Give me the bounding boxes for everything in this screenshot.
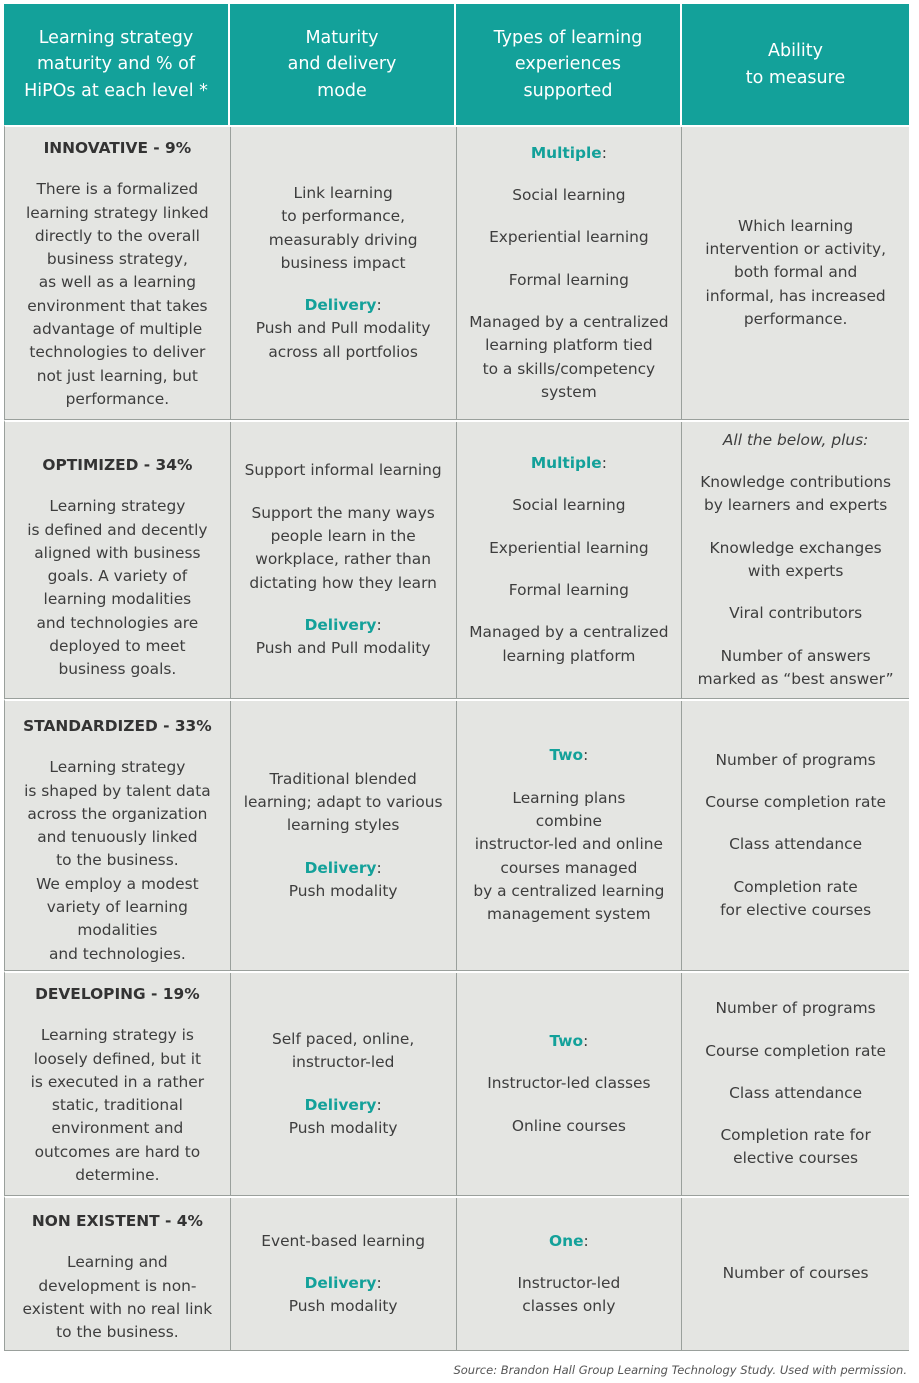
measure-item: Number of answers marked as “best answer” (697, 646, 894, 688)
maturity-cell (231, 701, 457, 970)
delivery-heading: Delivery: (304, 296, 382, 315)
delivery-label: Delivery (304, 615, 377, 634)
measure-cell (682, 422, 909, 698)
measure-cell (682, 701, 909, 970)
delivery-label: Delivery (304, 1095, 377, 1114)
strategy-cell (5, 973, 231, 1195)
level-title: DEVELOPING - 19% (35, 985, 200, 1003)
types-label: Multiple (530, 454, 602, 473)
maturity-cell (231, 127, 457, 419)
table-row (4, 420, 909, 699)
type-item: Managed by a centralized learning platform tied to a skills/competency system (469, 313, 669, 401)
strategy-cell (5, 127, 231, 419)
maturity-cell (231, 422, 457, 698)
type-item: Social learning (512, 496, 626, 515)
delivery-label: Delivery (304, 1273, 377, 1292)
maturity-cell (231, 973, 457, 1195)
measure-item: Number of courses (722, 1264, 869, 1283)
types-label: One (549, 1231, 584, 1250)
measure-item: Class attendance (729, 835, 863, 854)
measure-item: Number of programs (715, 999, 876, 1018)
source-note: Source: Brandon Hall Group Learning Technology Study. Used with permission. (453, 1363, 907, 1377)
header-types: Types of learning experiences supported (456, 4, 682, 125)
level-title: NON EXISTENT - 4% (31, 1212, 203, 1230)
header-maturity: Maturity and delivery mode (230, 4, 456, 125)
level-title: OPTIMIZED - 34% (42, 456, 193, 474)
maturity-cell (231, 1198, 457, 1350)
type-item: Online courses (511, 1116, 626, 1135)
types-cell (457, 701, 683, 970)
delivery-heading: Delivery: (304, 615, 382, 634)
type-item: Managed by a centralized learning platform (469, 623, 669, 665)
type-item: Instructor-led classes only (517, 1273, 621, 1316)
strategy-cell (5, 701, 231, 970)
types-heading: Two: (549, 746, 589, 765)
delivery-value: Push and Pull modality (255, 639, 431, 658)
measure-item: Course completion rate (705, 1041, 886, 1060)
delivery-heading: Delivery: (304, 1095, 382, 1114)
type-item: Experiential learning (489, 228, 649, 247)
delivery-value: Push and Pull modality across all portfolios (255, 319, 431, 361)
measure-cell (682, 127, 909, 419)
types-heading: Multiple: (530, 454, 607, 473)
types-heading: Multiple: (530, 143, 607, 162)
delivery-value: Push modality (288, 1118, 398, 1137)
maturity-table (4, 4, 909, 1351)
level-title: STANDARDIZED - 33% (23, 717, 212, 735)
strategy-text: Learning and development is non- existent with no real link to the business. (22, 1253, 213, 1342)
delivery-value: Push modality (288, 881, 398, 900)
types-cell (457, 422, 683, 698)
strategy-cell (5, 422, 231, 698)
strategy-text: There is a formalized learning strategy linked directly to the overall business strategy, as well as a learning environment that takes advantage of multiple technologies to deliver not just learning, but performance. (26, 180, 209, 408)
types-cell (457, 127, 683, 419)
type-item: Formal learning (508, 581, 629, 599)
maturity-item: Support the many ways people learn in the workplace, rather than dictating how they learn (249, 503, 437, 592)
types-heading: Two: (549, 1032, 589, 1051)
measure-item: Course completion rate (705, 793, 886, 812)
header-measure: Ability to measure (745, 41, 846, 88)
measure-intro: All the below, plus: (722, 430, 869, 449)
table-row (4, 971, 909, 1196)
type-item: Formal learning (508, 270, 629, 289)
strategy-cell (5, 1198, 231, 1350)
delivery-heading: Delivery: (304, 1273, 382, 1292)
measure-item: Which learning intervention or activity, both formal and informal, has increased performance. (705, 216, 887, 328)
types-label: Two (549, 1032, 584, 1051)
header-strategy: Learning strategy maturity and % of HiPOs at each level * (4, 4, 230, 125)
maturity-item: Support informal learning (244, 461, 442, 480)
measure-item: Number of programs (715, 750, 876, 769)
types-cell (457, 973, 683, 1195)
maturity-item: Traditional blended learning; adapt to various learning styles (243, 769, 443, 835)
measure-item: Viral contributors (729, 604, 863, 623)
maturity-item: Link learning to performance, measurably driving business impact (268, 183, 418, 272)
table-header (4, 4, 909, 125)
type-item: Experiential learning (489, 538, 649, 557)
measure-item: Completion rate for elective courses (720, 877, 872, 919)
table-body (4, 125, 909, 1351)
table-row (4, 699, 909, 971)
maturity-item: Self paced, online, instructor-led (271, 1029, 415, 1072)
strategy-text: Learning strategy is loosely defined, but it is executed in a rather static, traditional environment and outcomes are hard to determine. (30, 1026, 205, 1185)
table-row (4, 1196, 909, 1351)
maturity-item: Event-based learning (261, 1231, 426, 1250)
measure-cell (682, 1198, 909, 1350)
delivery-label: Delivery (304, 858, 377, 877)
measure-cell (682, 973, 909, 1195)
measure-item: Knowledge contributions by learners and experts (700, 473, 892, 515)
strategy-text: Learning strategy is defined and decently aligned with business goals. A variety of learning modalities and technologies are deployed to meet business goals. (27, 497, 208, 679)
strategy-text: Learning strategy is shaped by talent data across the organization and tenuously linked to the business. We employ a modest variety of learning modalities and technologies. (24, 758, 211, 963)
types-cell (457, 1198, 683, 1350)
type-item: Learning plans combine instructor-led and online courses managed by a centralized learning management system (473, 788, 665, 924)
type-item: Social learning (512, 186, 626, 205)
measure-item: Knowledge exchanges with experts (709, 538, 882, 580)
level-title: INNOVATIVE - 9% (43, 139, 192, 157)
table-row (4, 125, 909, 420)
delivery-heading: Delivery: (304, 858, 382, 877)
types-heading: One: (549, 1231, 589, 1250)
types-label: Multiple (530, 143, 602, 162)
measure-item: Class attendance (729, 1083, 863, 1102)
measure-item: Completion rate for elective courses (720, 1126, 871, 1168)
types-label: Two (549, 746, 584, 765)
type-item: Instructor-led classes (487, 1074, 651, 1093)
delivery-value: Push modality (288, 1297, 398, 1316)
delivery-label: Delivery (304, 296, 377, 315)
